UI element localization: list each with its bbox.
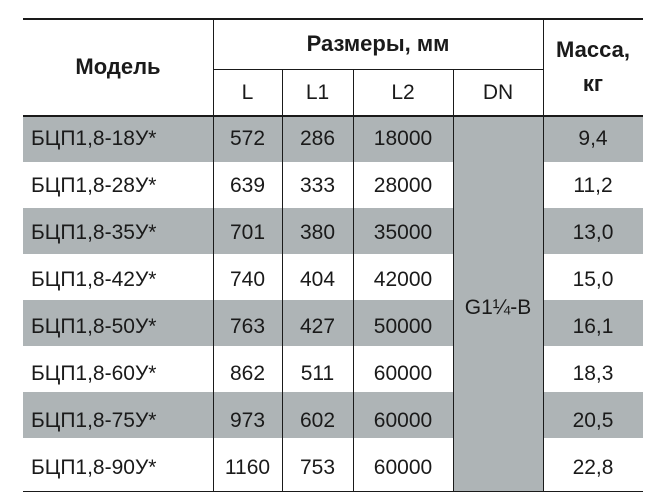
cell-mass: 20,5 xyxy=(572,409,614,432)
dn-value: G1¼-B xyxy=(464,296,532,319)
spec-table xyxy=(23,18,643,492)
cell-L1: 380 xyxy=(299,221,336,244)
cell-mass: 13,0 xyxy=(572,221,614,244)
cell-model: БЦП1,8-60У* xyxy=(31,362,157,385)
header-mass-line1: Масса, xyxy=(556,37,630,62)
header-DN: DN xyxy=(482,80,514,104)
cell-mass: 15,0 xyxy=(572,268,614,291)
cell-L2: 60000 xyxy=(373,456,433,479)
cell-L2: 50000 xyxy=(373,315,433,338)
bottom-border xyxy=(23,491,643,492)
cell-L: 639 xyxy=(229,174,266,197)
cell-L1: 602 xyxy=(299,409,336,432)
cell-L: 572 xyxy=(229,127,266,150)
cell-L1: 333 xyxy=(299,174,336,197)
cell-L1: 753 xyxy=(299,456,336,479)
header-mass xyxy=(543,18,643,116)
cell-model: БЦП1,8-50У* xyxy=(31,315,157,338)
cell-mass: 11,2 xyxy=(573,174,613,197)
header-L1: L1 xyxy=(305,80,330,104)
cell-L: 862 xyxy=(229,362,266,385)
cell-model: БЦП1,8-75У* xyxy=(31,409,157,432)
cell-L2: 18000 xyxy=(373,127,433,150)
cell-L: 1160 xyxy=(224,456,271,479)
cell-L: 973 xyxy=(229,409,266,432)
cell-L2: 60000 xyxy=(373,409,433,432)
header-L: L xyxy=(241,80,254,104)
cell-L2: 35000 xyxy=(373,221,433,244)
cell-mass: 16,1 xyxy=(572,315,614,338)
header-model: Модель xyxy=(75,54,161,79)
cell-L: 740 xyxy=(229,268,266,291)
cell-model: БЦП1,8-42У* xyxy=(31,268,157,291)
cell-model: БЦП1,8-28У* xyxy=(31,174,157,197)
cell-mass: 22,8 xyxy=(572,456,614,479)
cell-L1: 511 xyxy=(300,362,335,385)
cell-L1: 404 xyxy=(299,268,336,291)
cell-L1: 286 xyxy=(299,127,336,150)
cell-model: БЦП1,8-18У* xyxy=(31,127,157,150)
cell-model: БЦП1,8-35У* xyxy=(31,221,157,244)
cell-L: 763 xyxy=(229,315,266,338)
cell-model: БЦП1,8-90У* xyxy=(31,456,157,479)
header-mass-line2: кг xyxy=(582,71,604,96)
cell-mass: 18,3 xyxy=(572,362,614,385)
cell-L2: 42000 xyxy=(373,268,433,291)
cell-mass: 9,4 xyxy=(578,127,608,150)
cell-L2: 28000 xyxy=(373,174,433,197)
cell-L1: 427 xyxy=(299,315,336,338)
header-L2: L2 xyxy=(391,80,415,104)
header-dimensions: Размеры, мм xyxy=(306,30,450,56)
cell-L2: 60000 xyxy=(373,362,433,385)
cell-L: 701 xyxy=(229,221,266,244)
